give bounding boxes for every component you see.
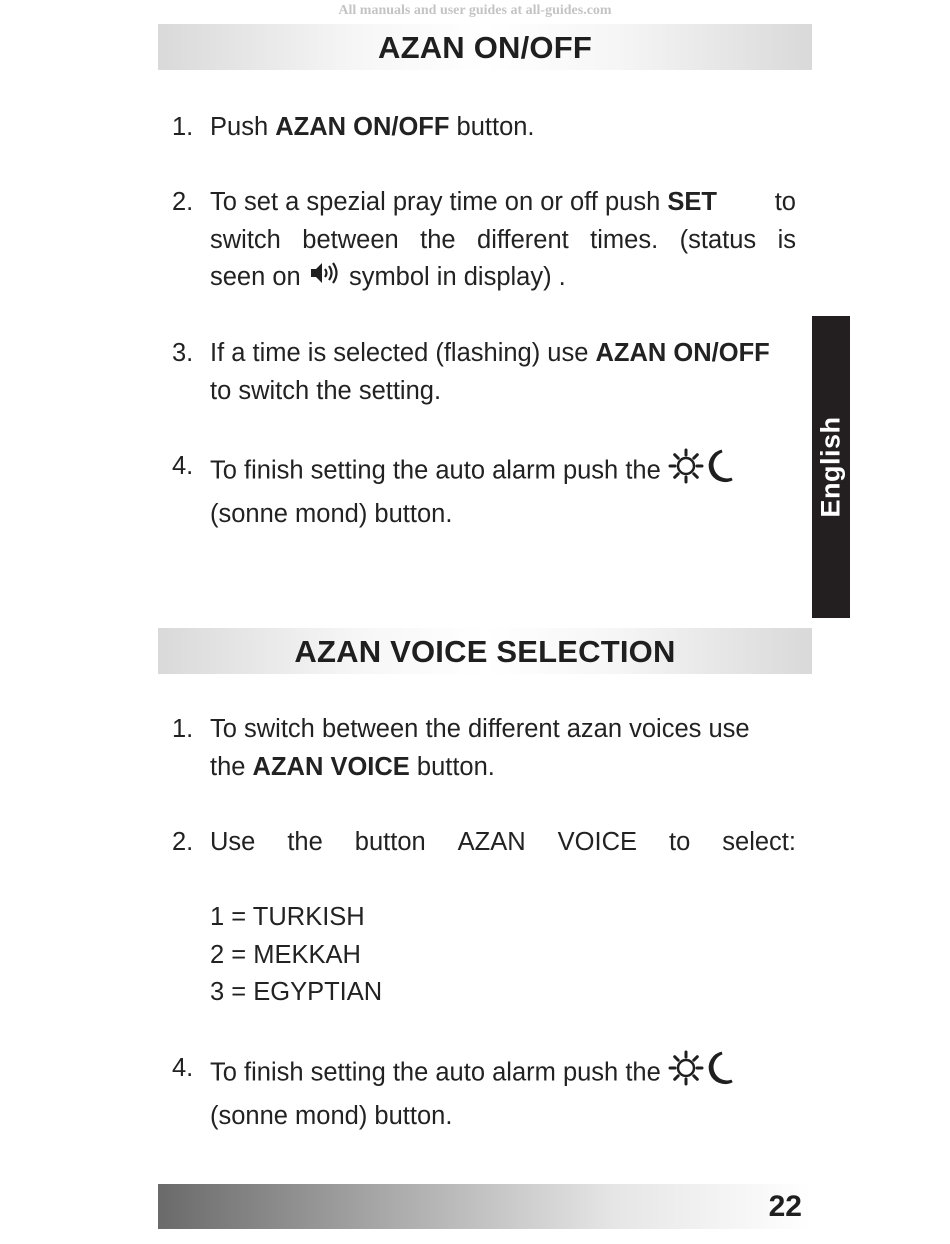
section-header-azan-voice-selection: AZAN VOICE SELECTION (158, 628, 812, 674)
list-item (172, 109, 796, 147)
item-text: Use the button AZAN VOICE to select: 1 = TURKISH 2 = MEKKAH 3 = EGYPTIAN (210, 824, 796, 1012)
voice-option: 3 = EGYPTIAN (210, 978, 383, 1006)
section-header-azan-on-off: AZAN ON/OFF (158, 24, 812, 70)
voice-option: 1 = TURKISH (210, 903, 365, 931)
item-text: To switch between the different azan voices use the AZAN VOICE button. (210, 715, 750, 781)
moon-icon (704, 1050, 734, 1098)
item-number: 1. (172, 113, 194, 141)
item-number: 1. (172, 715, 194, 743)
sun-icon (668, 448, 704, 496)
item-text: To set a spezial pray time on or off push SET to switch between the different times. (status is seen on symbol in display) . (210, 184, 796, 297)
item-number: 3. (172, 339, 194, 367)
item-text: If a time is selected (flashing) use AZAN ON/OFF to switch the setting. (210, 339, 770, 405)
list-item (172, 184, 796, 297)
speaker-icon (308, 260, 342, 298)
footer-bar (158, 1184, 812, 1229)
page-number: 22 (768, 1190, 802, 1223)
item-text: Push AZAN ON/OFF button. (210, 113, 535, 141)
language-tab-label: English (815, 416, 846, 518)
list-item (172, 335, 796, 410)
sun-icon (668, 1050, 704, 1098)
item-number: 4. (172, 452, 194, 480)
item-number: 4. (172, 1054, 194, 1082)
voice-option: 2 = MEKKAH (210, 940, 361, 969)
item-text: To finish setting the auto alarm push the (sonne mond) button. (210, 448, 796, 533)
moon-icon (704, 448, 734, 496)
list-item (172, 448, 796, 533)
watermark: All manuals and user guides at all-guides.com (338, 3, 612, 18)
list-item (172, 824, 796, 1012)
language-tab (812, 316, 850, 618)
item-number: 2. (172, 828, 194, 856)
list-item (172, 1050, 796, 1135)
item-number: 2. (172, 188, 194, 216)
item-text: To finish setting the auto alarm push the (sonne mond) button. (210, 1050, 796, 1135)
list-item (172, 711, 796, 786)
